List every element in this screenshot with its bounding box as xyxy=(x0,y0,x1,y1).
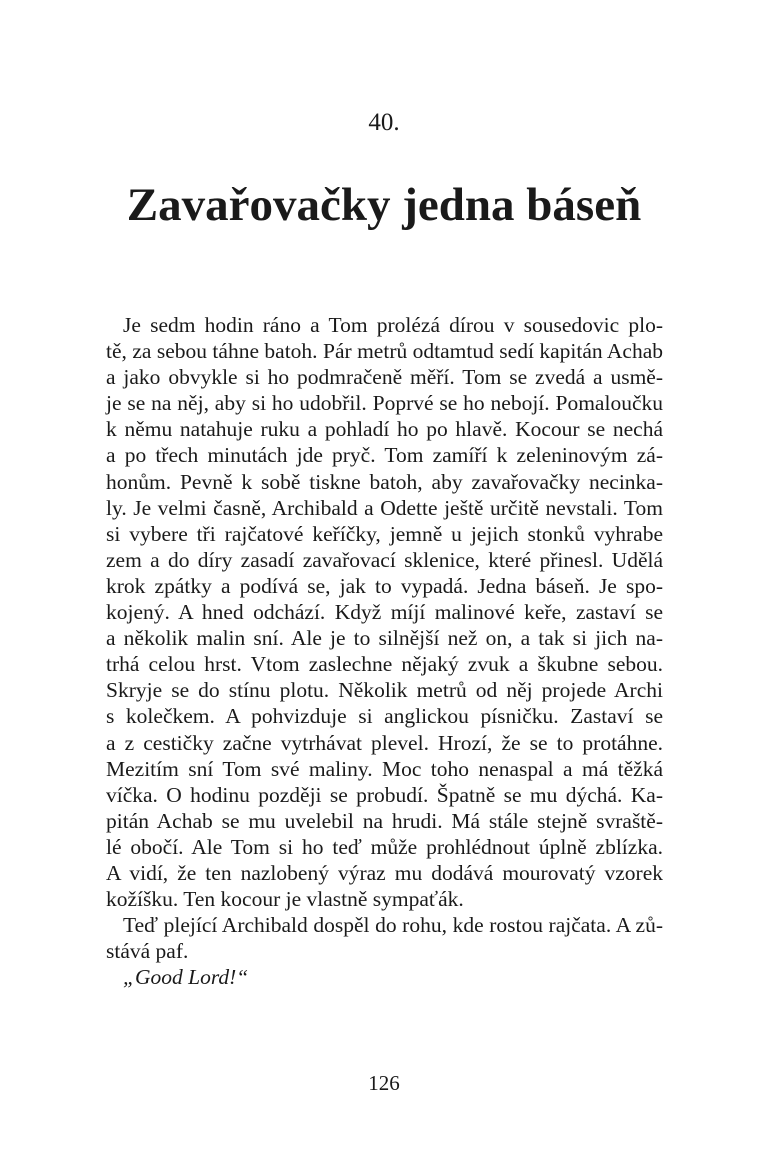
paragraph-line: a několik malin sní. Ale je to silnější než on, a tak si jich na- xyxy=(106,626,663,651)
paragraph-line: si vybere tři rajčatové keříčky, jemně u jejich stonků vyhrabe xyxy=(106,521,663,546)
paragraph-line: zem a do díry zasadí zavařovací sklenice, které přinesl. Udělá xyxy=(106,547,663,572)
paragraph-line: Je sedm hodin ráno a Tom prolézá dírou v sousedovic plo- xyxy=(123,313,663,337)
paragraph-line: ly. Je velmi časně, Archibald a Odette ještě určitě nevstali. Tom xyxy=(106,495,663,520)
paragraph-line: tě, za sebou táhne batoh. Pár metrů odtamtud sedí kapitán Achab xyxy=(106,339,663,364)
paragraph-line: s kolečkem. A pohvizduje si anglickou písničku. Zastaví se xyxy=(106,704,663,729)
paragraph-line: trhá celou hrst. Vtom zaslechne nějaký zvuk a škubne sebou. xyxy=(106,652,663,677)
chapter-body xyxy=(106,312,663,990)
paragraph-line: je se na něj, aby si ho udobřil. Poprvé se ho nebojí. Pomaloučku xyxy=(106,391,663,416)
paragraph-line: stává paf. xyxy=(106,939,189,964)
paragraph-line: Skryje se do stínu plotu. Několik metrů od něj projede Archi xyxy=(106,678,663,703)
paragraph-line: víčka. O hodinu později se probudí. Špatně se mu dýchá. Ka- xyxy=(106,782,663,807)
paragraph-line: a jako obvykle si ho podmračeně měří. Tom se zvedá a usmě- xyxy=(106,365,663,390)
paragraph-line: kožíšku. Ten kocour je vlastně sympaťák. xyxy=(106,887,464,912)
page-number: 126 xyxy=(368,1071,400,1095)
paragraph-line: a z cestičky začne vytrhávat plevel. Hrozí, že se to protáhne. xyxy=(106,730,663,755)
dialogue-line: „Good Lord!“ xyxy=(123,965,249,990)
paragraph-line: Teď plející Archibald dospěl do rohu, kde rostou rajčata. A zů- xyxy=(123,913,663,938)
chapter-number: 40. xyxy=(368,109,400,136)
paragraph-line: krok zpátky a podívá se, jak to vypadá. Jedna báseň. Je spo- xyxy=(106,573,663,598)
paragraph-line: A vidí, že ten nazlobený výraz mu dodává mourovatý vzorek xyxy=(106,860,663,885)
paragraph-line: kojený. A hned odchází. Když míjí malinové keře, zastaví se xyxy=(106,600,663,625)
paragraph-line: pitán Achab se mu uvelebil na hrudi. Má stále stejně svraště- xyxy=(106,808,663,833)
paragraph-line: k němu natahuje ruku a pohladí ho po hlavě. Kocour se nechá xyxy=(106,417,663,442)
chapter-title: Zavařovačky jedna báseň xyxy=(126,179,642,231)
paragraph-line: honům. Pevně k sobě tiskne batoh, aby zavařovačky necinka- xyxy=(106,469,663,494)
paragraph-line: lé obočí. Ale Tom si ho teď může prohlédnout úplně zblízka. xyxy=(106,834,663,859)
paragraph-line: Mezitím sní Tom své maliny. Moc toho nenaspal a má těžká xyxy=(106,756,663,781)
paragraph-line: a po třech minutách jde pryč. Tom zamíří k zeleninovým zá- xyxy=(106,443,663,468)
